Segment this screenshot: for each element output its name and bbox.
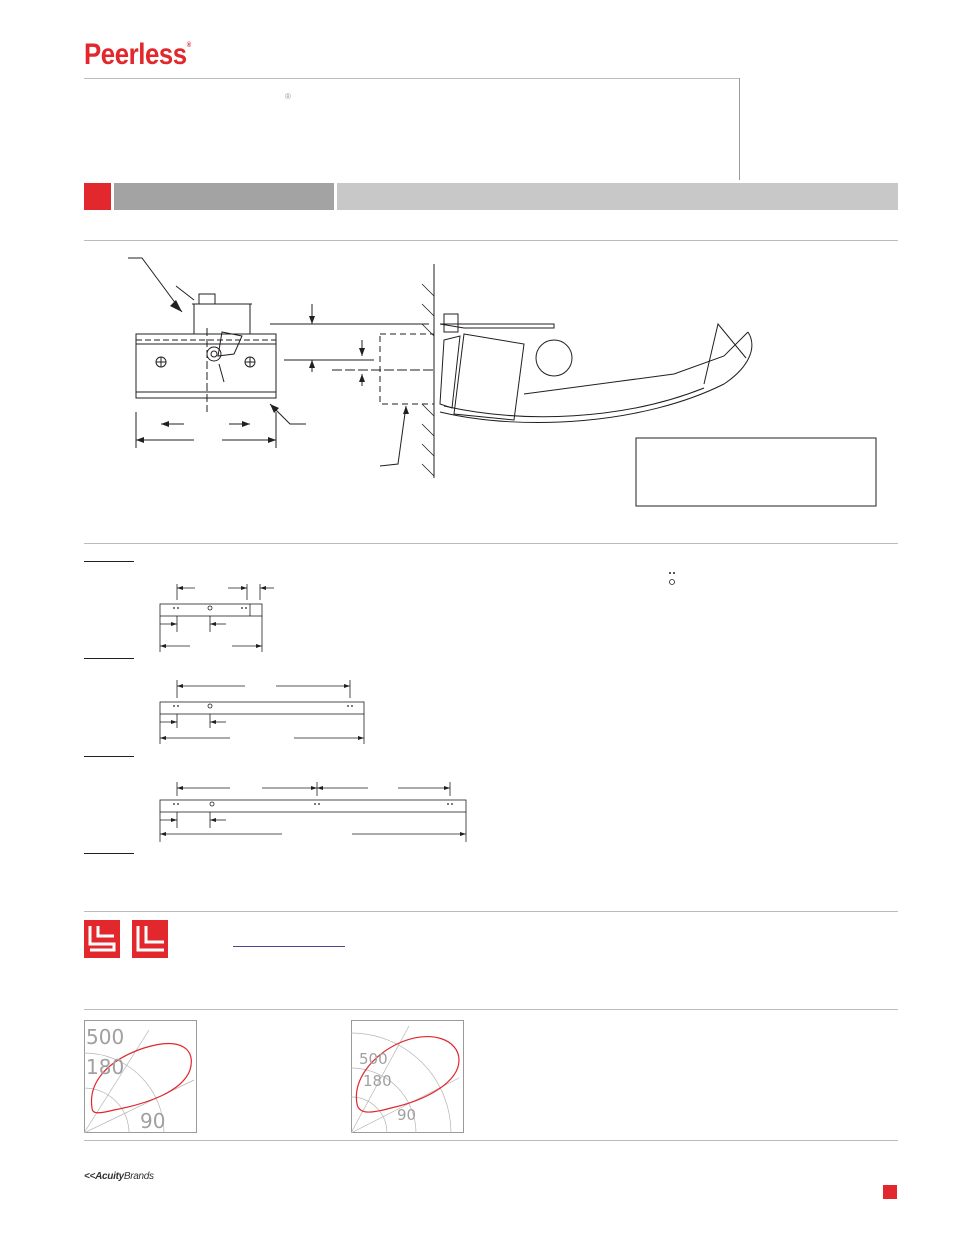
mounting-diagram [84,244,898,534]
section-rule-3 [84,911,898,912]
section-rule-1 [84,240,898,241]
brand-trademark: ® [186,42,191,49]
row-rule-1 [84,561,134,562]
acuity-brands-logo: <<AcuityBrands [84,1171,154,1182]
band-red-square [84,183,111,210]
brand-logo [84,38,191,72]
legend-symbols [666,570,680,588]
footer-brand-bold: Acuity [95,1171,124,1182]
registered-mark: ® [285,92,291,101]
wall-mount-icon [84,920,170,960]
note-box [636,438,876,506]
row-rule-4 [84,853,134,854]
rail-drawings [150,576,480,846]
section-rule-4 [84,1009,898,1010]
band-dark-segment [114,183,334,210]
corner-mount-icon [132,920,168,958]
chart-right-label-mid: 180 [363,1072,392,1090]
chart-left-label-outer: 500 [86,1025,125,1049]
row-rule-3 [84,756,134,757]
chart-left-label-inner: 90 [140,1109,166,1133]
header-divider [739,78,740,180]
chart-right-label-inner: 90 [397,1106,417,1124]
footer-brand-light: Brands [123,1171,154,1182]
photometric-chart-left [84,1020,197,1133]
brand-name: Peerless [84,38,187,71]
section-rule-5 [84,1140,898,1141]
link-underline[interactable] [233,946,345,947]
chart-right-label-outer: 500 [359,1050,388,1068]
row-rule-2 [84,658,134,659]
header-rule [84,78,740,79]
chart-left-label-mid: 180 [86,1055,125,1079]
section-rule-2 [84,543,898,544]
photometric-chart-right [351,1020,464,1133]
footer-red-square [883,1185,897,1199]
band-light-segment [337,183,898,210]
